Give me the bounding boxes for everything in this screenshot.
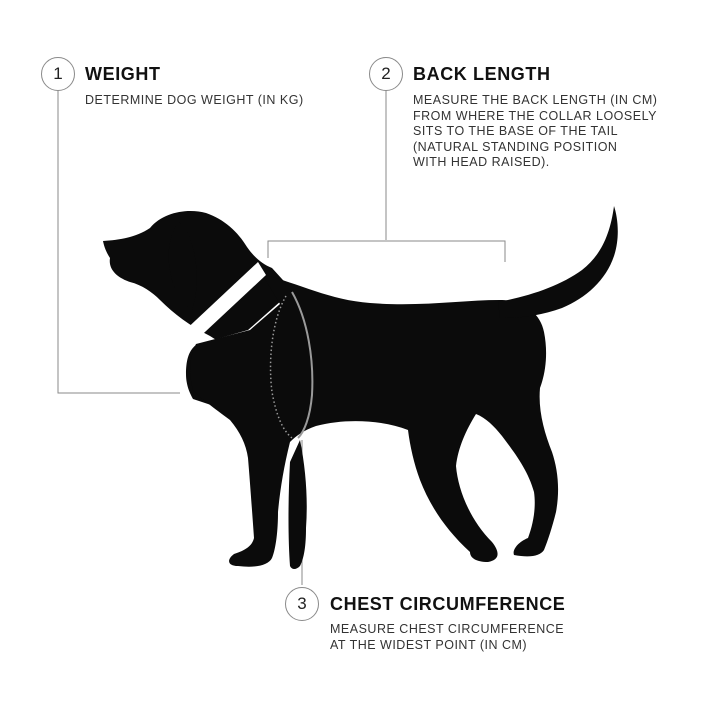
back-length-description-line: WITH HEAD RAISED).: [413, 155, 550, 169]
step-3-number: 3: [285, 587, 319, 621]
back-length-description-line: FROM WHERE THE COLLAR LOOSELY: [413, 108, 657, 123]
weight-description: [85, 93, 304, 109]
back-length-description: [413, 93, 657, 171]
back-length-description-line: MEASURE THE BACK LENGTH (IN CM): [413, 93, 658, 107]
weight-description-line: DETERMINE DOG WEIGHT (IN KG): [85, 93, 304, 107]
back-length-title: BACK LENGTH: [413, 64, 551, 84]
chest-description-line: AT THE WIDEST POINT (IN CM): [330, 637, 528, 652]
step-1-number: 1: [41, 57, 75, 91]
dog-front-leg-back: [289, 440, 307, 569]
chest-circumference-description: [330, 622, 564, 653]
dog-silhouette: [103, 206, 618, 569]
back-length-description-line: (NATURAL STANDING POSITION: [413, 139, 618, 154]
chest-description-line: MEASURE CHEST CIRCUMFERENCE: [330, 622, 565, 636]
chest-circumference-title: CHEST CIRCUMFERENCE: [330, 594, 566, 614]
weight-title: WEIGHT: [85, 64, 161, 84]
back-length-description-line: SITS TO THE BASE OF THE TAIL: [413, 124, 619, 138]
step-2-number: 2: [369, 57, 403, 91]
dog-tail: [498, 206, 618, 318]
back-length-bracket: [268, 241, 505, 262]
